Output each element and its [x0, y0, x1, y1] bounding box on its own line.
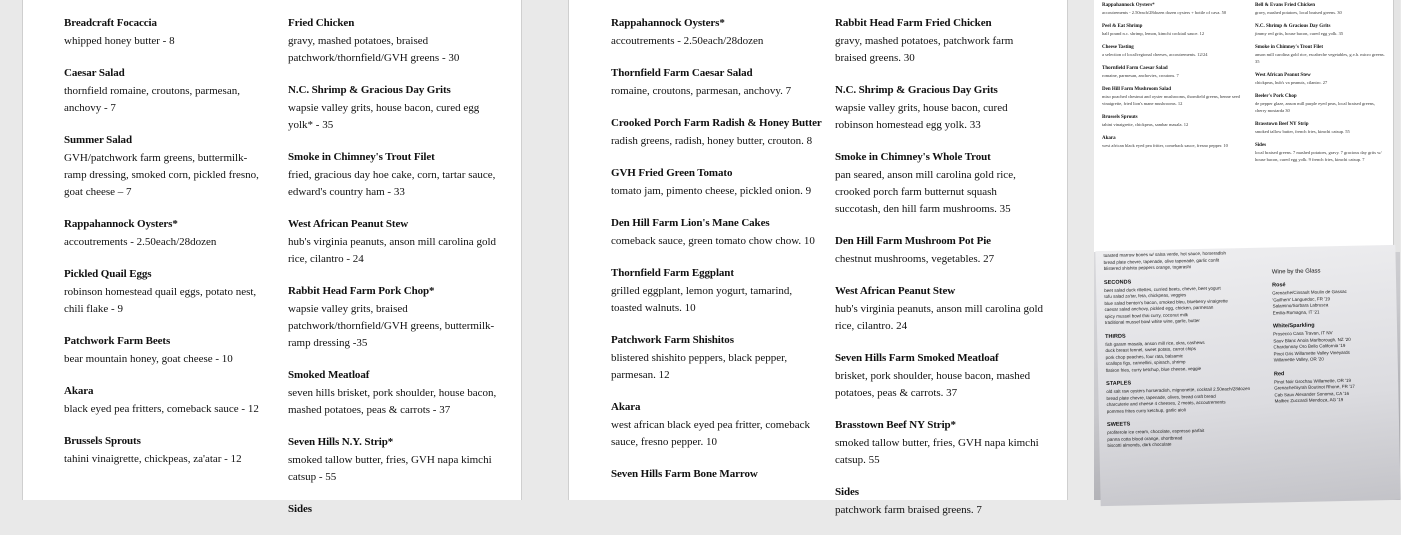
- menu-item-description: local braised greens. 7 mashed potatoes, gravy. 7 gracious day grits w/ house bacon, cured egg yolk. 9 french fries, kimchi catsup. 7: [1255, 150, 1382, 162]
- menu-item-description: patchwork farm braised greens. 7: [835, 504, 982, 516]
- menu-item-description: grilled eggplant, lemon yogurt, tamarind, toasted walnuts. 10: [611, 285, 793, 314]
- menu-item: [1255, 72, 1385, 86]
- menu-item-name: West African Peanut Stew: [1255, 73, 1311, 78]
- menu-item-name: Akara: [1102, 136, 1116, 141]
- menu-line: bread plate chevre, tapenade, olives, bread craft bread: [1106, 393, 1216, 401]
- menu-item-name: Summer Salad: [64, 134, 132, 146]
- wine-line: Malbec Zuccardi Mendoza, AG '19: [1274, 397, 1344, 404]
- menu-item: [611, 216, 816, 250]
- menu-item: [64, 334, 269, 368]
- menu-item-description: tomato jam, pimento cheese, pickled onion. 9: [611, 185, 812, 197]
- menu-item: [611, 400, 816, 451]
- menu-item: [64, 434, 269, 468]
- menu-item-description: west african black eyed pea fritter, comeback sauce, fresno pepper. 10: [611, 419, 810, 448]
- menu-item-description: romaine, parmesan, anchovies, croutons. 7: [1102, 73, 1179, 78]
- menu-item-name: Rabbit Head Farm Pork Chop*: [288, 285, 435, 297]
- menu-item: [611, 66, 816, 100]
- menu-item: [1102, 65, 1248, 79]
- menu-item: [1102, 44, 1248, 58]
- menu-item-description: black eyed pea fritters, comeback sauce - 12: [64, 403, 259, 415]
- menu-column-left: [611, 16, 822, 497]
- wine-line: 'Guilhem' Languedoc, FR '19: [1272, 295, 1331, 302]
- wine-list-title: Wine by the Glass: [1271, 268, 1321, 276]
- menu-item-name: Rappahannock Oysters*: [611, 17, 725, 29]
- menu-column-left: [64, 16, 269, 484]
- menu-item: [835, 234, 1045, 268]
- wine-line: Pinot Gris Willamette Valley Vineyards: [1273, 349, 1350, 356]
- menu-column-right: [835, 16, 1045, 535]
- wine-line: Cab Sauv Alexander Sonoma, CA '16: [1274, 390, 1350, 397]
- menu-item: [611, 166, 816, 200]
- menu-line: duck breast fennel, sweet potato, carrot chips: [1105, 346, 1197, 353]
- menu-item-description: a selection of local/regional cheeses, accoutrements. 12/24: [1102, 52, 1208, 57]
- menu-line: blue salad benton's bacon, smoked bleu, blueberry vinaigrette: [1104, 297, 1228, 306]
- menu-item-name: GVH Fried Green Tomato: [611, 167, 733, 179]
- menu-line: traditional mussel bowl white wine, garlic, butter: [1104, 317, 1200, 325]
- menu-item: [835, 16, 1045, 67]
- menu-item-name: N.C. Shrimp & Gracious Day Grits: [1255, 24, 1331, 29]
- menu-item-name: Crooked Porch Farm Radish & Honey Butter: [611, 117, 822, 129]
- menu-item: [288, 217, 498, 268]
- menu-item-name: Seven Hills Farm Bone Marrow: [611, 468, 758, 480]
- menu-line: biscotti almonds, dark chocolate: [1107, 441, 1172, 448]
- menu-item-description: west african black eyed pea fritter, comeback sauce, fresno pepper. 10: [1102, 143, 1228, 148]
- wine-line: Chardonnay Oro Bello California '19: [1273, 342, 1346, 350]
- menu-item: [611, 116, 822, 150]
- wine-line: Pinot Noir Grochau Willamette, OR '19: [1274, 377, 1352, 384]
- menu-item-description: radish greens, radish, honey butter, crouton. 8: [611, 135, 813, 147]
- menu-item-name: Den Hill Farm Lion's Mane Cakes: [611, 217, 770, 229]
- menu-line: pork chop peaches, four rata, balsamic: [1105, 352, 1184, 360]
- menu-thumbnail: [1094, 0, 1400, 252]
- menu-item-description: accoutrements - 2.50each/28dozen dozen oysters + bottle of cava. 50: [1102, 10, 1227, 15]
- menu-column-right: [288, 16, 498, 532]
- menu-item-description: seven hills brisket, pork shoulder, house bacon, mashed potatoes, peas & carrots - 37: [288, 387, 497, 416]
- menu-item: [64, 66, 269, 117]
- menu-item: [1102, 86, 1248, 107]
- menu-line: old salt raw oysters horseradish, mignonette, cocktail 2.50each/28dozen: [1106, 385, 1251, 394]
- menu-item-description: gravy, mashed potatoes, patchwork farm braised greens. 30: [835, 35, 1014, 64]
- menu-item: [64, 384, 269, 418]
- menu-item-description: brisket, pork shoulder, house bacon, mashed potatoes, peas & carrots. 37: [835, 370, 1031, 399]
- menu-item: [1102, 114, 1248, 128]
- wine-line: Emilia-Romagna, IT '21: [1272, 308, 1320, 315]
- wine-line: Salamino/Sorbara Labrusca: [1272, 302, 1329, 309]
- menu-item-description: whipped honey butter - 8: [64, 35, 175, 47]
- menu-photo-paper: [1095, 245, 1400, 506]
- menu-item-description: wapsie valley grits, house bacon, cured robinson homestead egg yolk. 33: [835, 102, 1008, 131]
- menu-item-description: gravy, mashed potatoes, braised patchwork/thornfield/GVH greens - 30: [288, 35, 460, 64]
- menu-item-name: N.C. Shrimp & Gracious Day Grits: [288, 84, 451, 96]
- menu-item-name: Seven Hills Farm Smoked Meatloaf: [835, 352, 999, 364]
- menu-line: panna cotta blood orange, shortbread: [1107, 434, 1183, 442]
- menu-item-description: smoked tallow butter, fries, GVH napa kimchi catsup - 55: [288, 454, 492, 483]
- menu-item-description: thornfield romaine, croutons, parmesan, anchovy - 7: [64, 85, 240, 114]
- menu-item-name: Bell & Evans Fried Chicken: [1255, 3, 1316, 8]
- menu-item-name: Sides: [288, 503, 312, 515]
- menu-item-description: miso poached chestnut and oyster mushrooms, thornfield greens, benne seed vinaigrette, fried lion's mane mushrooms. 12: [1102, 94, 1240, 106]
- menu-item-name: N.C. Shrimp & Gracious Day Grits: [835, 84, 998, 96]
- menu-item: [835, 351, 1045, 402]
- menu-item-name: Beeler's Pork Chop: [1255, 94, 1297, 99]
- menu-item-name: Fried Chicken: [288, 17, 355, 29]
- menu-item: [611, 333, 816, 384]
- photo-column-left: [1103, 250, 1262, 450]
- wine-line: Grenache/Syrah Boutinot Rhone, FR '17: [1274, 383, 1355, 391]
- menu-item-name: Thornfield Farm Caesar Salad: [1102, 66, 1168, 71]
- menu-item: [1255, 121, 1385, 135]
- menu-item-description: jimmy red grits, house bacon, cured egg yolk. 35: [1255, 31, 1344, 36]
- menu-item-description: robinson homestead quail eggs, potato nest, chili flake - 9: [64, 286, 257, 315]
- wine-line: Sauv Blanc Anoia Marlborough, NZ '20: [1273, 336, 1351, 343]
- menu-item-description: hub's virginia peanuts, anson mill carolina gold rice, cilantro. 24: [835, 303, 1043, 332]
- menu-item: [611, 266, 816, 317]
- menu-item: [1255, 23, 1385, 37]
- wine-line: Grenache/Cinsault Moulin de Gassac: [1272, 288, 1347, 296]
- menu-item: [835, 83, 1045, 134]
- menu-item-description: accoutrements - 2.50each/28dozen: [611, 35, 764, 47]
- menu-item-name: Patchwork Farm Shishitos: [611, 334, 734, 346]
- menu-item-name: Brasstown Beef NY Strip: [1255, 122, 1309, 127]
- menu-item-description: de pepper glaze, anson mill purple eyed peas, local braised greens, cherry mostarda 30: [1255, 101, 1375, 113]
- wine-section-heading: Rosé: [1272, 282, 1286, 289]
- menu-item-name: Pickled Quail Eggs: [64, 268, 152, 280]
- menu-item-name: Brasstown Beef NY Strip*: [835, 419, 956, 431]
- menu-item-name: Brussels Sprouts: [1102, 115, 1138, 120]
- menu-item-name: Cheese Tasting: [1102, 45, 1134, 50]
- menu-item-name: Smoke in Chimney's Trout Filet: [1255, 45, 1324, 50]
- menu-line: bread plate chevre, tapenade, olive tapenade, garlic confit: [1103, 257, 1220, 265]
- menu-item-name: Smoke in Chimney's Whole Trout: [835, 151, 991, 163]
- menu-item-name: Sides: [835, 486, 859, 498]
- menu-item-description: tahini vinaigrette, chickpeas, sambar masala. 12: [1102, 122, 1189, 127]
- menu-item-name: Peel & Eat Shrimp: [1102, 24, 1143, 29]
- menu-item-description: half pound n.c. shrimp, lemon, kimchi cocktail sauce. 12: [1102, 31, 1205, 36]
- menu-item-description: blistered shishito peppers, black pepper, parmesan. 12: [611, 352, 788, 381]
- menu-item-name: Smoked Meatloaf: [288, 369, 370, 381]
- menu-item-description: pan seared, anson mill carolina gold rice, crooked porch farm butternut squash succotash, den hill farm mushrooms. 35: [835, 169, 1016, 215]
- menu-item: [1102, 23, 1248, 37]
- menu-item-name: Den Hill Farm Mushroom Salad: [1102, 87, 1172, 92]
- menu-line: beet salad duck rillettes, curried beets, chevre, beet yogurt: [1104, 285, 1221, 293]
- menu-item-name: Rappahannock Oysters*: [64, 218, 178, 230]
- menu-item-name: Akara: [64, 385, 94, 397]
- menu-photo-thumbnail: [1094, 252, 1400, 500]
- menu-item: [835, 150, 1045, 218]
- menu-item-description: chestnut mushrooms, vegetables. 27: [835, 253, 995, 265]
- menu-item-description: wapsie valley grits, house bacon, cured egg yolk* - 35: [288, 102, 480, 131]
- menu-item-description: comeback sauce, green tomato chow chow. 10: [611, 235, 815, 247]
- menu-item: [288, 284, 498, 352]
- menu-item: [288, 502, 498, 516]
- menu-page-a: [22, 0, 522, 515]
- menu-item: [1102, 2, 1248, 16]
- menu-item-name: Rappahannock Oysters*: [1102, 3, 1155, 8]
- wine-section-heading: Red: [1273, 370, 1285, 377]
- menu-item-name: Akara: [611, 401, 641, 413]
- menu-item: [288, 435, 498, 486]
- menu-item-name: Smoke in Chimney's Trout Filet: [288, 151, 435, 163]
- menu-item: [611, 467, 816, 481]
- menu-item-description: GVH/patchwork farm greens, buttermilk-ramp dressing, smoked corn, pickled fresno, goat cheese – 7: [64, 152, 259, 198]
- menu-item-name: Sides: [1255, 143, 1267, 148]
- menu-item-name: Brussels Sprouts: [64, 435, 141, 447]
- menu-item-description: bear mountain honey, goat cheese - 10: [64, 353, 233, 365]
- menu-item-description: gravy, mashed potatoes, local braised greens. 30: [1255, 10, 1342, 15]
- menu-item-name: Thornfield Farm Eggplant: [611, 267, 734, 279]
- menu-item-name: West African Peanut Stew: [835, 285, 956, 297]
- photo-column-right: [1271, 247, 1394, 405]
- menu-item-description: tahini vinaigrette, chickpeas, za'atar - 12: [64, 453, 242, 465]
- menu-line: blistered shishito peppers orange, togarashi: [1103, 264, 1192, 271]
- section-heading: THIRDS: [1105, 333, 1126, 340]
- section-heading: SECONDS: [1103, 278, 1132, 286]
- menu-item: [288, 83, 498, 134]
- menu-line: charcuterie and cheese 4 cheeses, 2 meats, accoutrements: [1106, 399, 1226, 407]
- menu-item: [835, 284, 1045, 335]
- menu-item-description: fried, gracious day hoe cake, corn, tartar sauce, edward's country ham - 33: [288, 169, 496, 198]
- menu-item-name: Breadcraft Focaccia: [64, 17, 157, 29]
- menu-line: tofu salad za'tar, feta, chickpeas, veggies: [1104, 292, 1187, 299]
- menu-line: fish garam masala, anson mill rice, okra, cashews: [1105, 339, 1205, 347]
- menu-item: [1255, 142, 1385, 163]
- menu-item: [1102, 135, 1248, 149]
- menu-item: [835, 485, 1045, 519]
- menu-item-name: Caesar Salad: [64, 67, 125, 79]
- menu-item-description: hub's virginia peanuts, anson mill carolina gold rice, cilantro - 24: [288, 236, 496, 265]
- menu-item: [288, 150, 498, 201]
- menu-item-description: smoked tallow butter, french fries, kimchi catsup. 55: [1255, 129, 1350, 134]
- menu-line: caesar salad anchovy, pickled egg, chicken, parmesan: [1104, 304, 1214, 312]
- menu-line: scallops figs, cannellini, spinach, shrimp: [1105, 359, 1186, 366]
- menu-item-name: West African Peanut Stew: [288, 218, 409, 230]
- menu-item-name: Den Hill Farm Mushroom Pot Pie: [835, 235, 991, 247]
- menu-line: pommes frites curry ketchup, garlic aioli: [1106, 406, 1186, 414]
- menu-item: [288, 16, 498, 67]
- wine-line: Willamette Valley, OR '20: [1273, 356, 1324, 363]
- menu-item: [64, 217, 269, 251]
- menu-line: spicy mussel bowl thai curry, coconut milk: [1104, 311, 1188, 319]
- menu-item-description: romaine, croutons, parmesan, anchovy. 7: [611, 85, 792, 97]
- menu-page-b: [568, 0, 1068, 516]
- menu-item-name: Patchwork Farm Beets: [64, 335, 171, 347]
- menu-item-description: accoutrements - 2.50each/28dozen: [64, 236, 217, 248]
- menu-line: toasted marrow bones w/ salsa verde, hot sauce, horseradish: [1103, 250, 1227, 259]
- menu-item-description: chickpeas, hub's va peanuts, cilantro. 27: [1255, 80, 1328, 85]
- menu-item-name: Rabbit Head Farm Fried Chicken: [835, 17, 992, 29]
- menu-item-name: Seven Hills N.Y. Strip*: [288, 436, 394, 448]
- menu-item: [64, 267, 269, 318]
- menu-item: [288, 368, 498, 419]
- wine-section-heading: White/Sparkling: [1272, 322, 1315, 330]
- menu-item: [835, 418, 1045, 469]
- menu-item: [1255, 2, 1385, 16]
- menu-item: [64, 133, 269, 201]
- menu-item: [611, 16, 816, 50]
- section-heading: SWEETS: [1106, 421, 1131, 428]
- menu-item-description: wapsie valley grits, braised patchwork/thornfield/GVH greens, buttermilk-ramp dressing -35: [288, 303, 495, 349]
- menu-item: [64, 16, 269, 50]
- menu-item-name: Thornfield Farm Caesar Salad: [611, 67, 753, 79]
- thumbnail-column-left: [1102, 2, 1248, 156]
- thumbnail-column-right: [1255, 2, 1385, 170]
- menu-line: flatiron fries, curry ketchup, blue cheese, veggie: [1105, 365, 1202, 373]
- menu-item: [1255, 93, 1385, 114]
- menu-item-description: smoked tallow butter, fries, GVH napa kimchi catsup. 55: [835, 437, 1039, 466]
- page-edge: [1393, 0, 1400, 252]
- menu-item-description: anson mill carolina gold rice, escabeche vegetables, g.v.h. micro greens. 35: [1255, 52, 1385, 64]
- section-heading: STAPLES: [1106, 380, 1132, 387]
- menu-line: profiterole ice cream, chocolate, espresso parfait: [1107, 427, 1205, 435]
- wine-line: Prosecco Casa Travan, IT NV: [1273, 330, 1333, 337]
- menu-item: [1255, 44, 1385, 65]
